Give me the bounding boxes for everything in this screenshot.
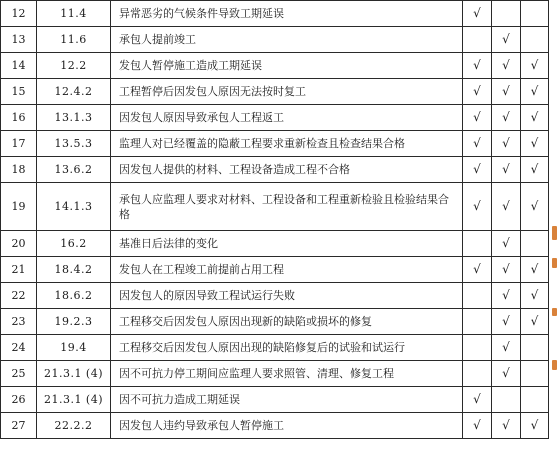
row-number: 21 (1, 257, 37, 283)
description: 因发包人原因导致承包人工程返工 (111, 105, 463, 131)
table-row (1, 1, 549, 27)
row-number: 19 (1, 183, 37, 231)
check-cell-2 (492, 157, 521, 183)
clause-number: 12.4.2 (37, 79, 111, 105)
check-cell-1 (463, 1, 492, 27)
check-mark-icon: √ (502, 58, 510, 72)
description: 异常恶劣的气候条件导致工期延误 (111, 1, 463, 27)
row-number: 25 (1, 361, 37, 387)
table-row (1, 387, 549, 413)
row-number: 17 (1, 131, 37, 157)
check-cell-2 (492, 361, 521, 387)
row-number: 22 (1, 283, 37, 309)
clause-number: 13.1.3 (37, 105, 111, 131)
check-cell-3 (521, 361, 549, 387)
check-cell-2 (492, 183, 521, 231)
check-cell-3 (521, 257, 549, 283)
table-row (1, 183, 549, 231)
description: 因发包人的原因导致工程试运行失败 (111, 283, 463, 309)
scan-mark (552, 226, 557, 240)
check-cell-1 (463, 27, 492, 53)
check-cell-1 (463, 257, 492, 283)
scan-mark (552, 258, 557, 268)
check-cell-3 (521, 335, 549, 361)
table-body (1, 1, 549, 439)
check-cell-1 (463, 335, 492, 361)
clause-number: 14.1.3 (37, 183, 111, 231)
scan-mark (552, 308, 557, 316)
row-number: 24 (1, 335, 37, 361)
check-mark-icon: √ (530, 84, 539, 98)
table-row (1, 27, 549, 53)
check-mark-icon: √ (530, 314, 539, 328)
description: 基准日后法律的变化 (111, 231, 463, 257)
check-mark-icon: √ (502, 110, 510, 124)
row-number: 16 (1, 105, 37, 131)
row-number: 26 (1, 387, 37, 413)
check-cell-2 (492, 131, 521, 157)
check-cell-2 (492, 105, 521, 131)
check-mark-icon: √ (473, 418, 481, 432)
check-cell-1 (463, 131, 492, 157)
table-row (1, 79, 549, 105)
check-mark-icon: √ (502, 162, 510, 176)
check-cell-2 (492, 257, 521, 283)
check-cell-2 (492, 1, 521, 27)
table-row (1, 131, 549, 157)
check-cell-3 (521, 1, 549, 27)
check-mark-icon: √ (530, 418, 539, 432)
check-cell-1 (463, 387, 492, 413)
check-mark-icon: √ (530, 136, 539, 150)
check-cell-3 (521, 27, 549, 53)
check-cell-3 (521, 231, 549, 257)
check-mark-icon: √ (530, 58, 539, 72)
check-cell-3 (521, 79, 549, 105)
clause-number: 11.4 (37, 1, 111, 27)
check-mark-icon: √ (502, 340, 510, 354)
check-cell-1 (463, 361, 492, 387)
clause-number: 16.2 (37, 231, 111, 257)
table-row (1, 361, 549, 387)
row-number: 27 (1, 413, 37, 439)
check-cell-1 (463, 53, 492, 79)
check-mark-icon: √ (473, 6, 481, 20)
check-cell-2 (492, 53, 521, 79)
check-cell-3 (521, 309, 549, 335)
description: 因不可抗力造成工期延误 (111, 387, 463, 413)
check-cell-1 (463, 413, 492, 439)
description: 因发包人提供的材料、工程设备造成工程不合格 (111, 157, 463, 183)
check-cell-1 (463, 105, 492, 131)
table-row (1, 105, 549, 131)
check-mark-icon: √ (502, 236, 510, 250)
table-row (1, 231, 549, 257)
check-cell-2 (492, 283, 521, 309)
clause-number: 12.2 (37, 53, 111, 79)
table-row (1, 413, 549, 439)
description: 监理人对已经覆盖的隐蔽工程要求重新检查且检查结果合格 (111, 131, 463, 157)
check-cell-2 (492, 387, 521, 413)
description: 承包人应监理人要求对材料、工程设备和工程重新检验且检验结果合格 (111, 183, 463, 231)
scan-mark (552, 360, 557, 370)
description: 发包人暂停施工造成工期延误 (111, 53, 463, 79)
clause-number: 18.4.2 (37, 257, 111, 283)
row-number: 23 (1, 309, 37, 335)
description: 因不可抗力停工期间应监理人要求照管、清理、修复工程 (111, 361, 463, 387)
check-cell-3 (521, 53, 549, 79)
check-cell-2 (492, 413, 521, 439)
check-mark-icon: √ (473, 110, 481, 124)
check-mark-icon: √ (473, 199, 481, 213)
check-cell-1 (463, 283, 492, 309)
check-cell-2 (492, 79, 521, 105)
row-number: 18 (1, 157, 37, 183)
check-cell-3 (521, 387, 549, 413)
clause-number: 11.6 (37, 27, 111, 53)
check-mark-icon: √ (473, 392, 481, 406)
check-cell-3 (521, 105, 549, 131)
check-cell-2 (492, 335, 521, 361)
table-row (1, 283, 549, 309)
clause-number: 22.2.2 (37, 413, 111, 439)
check-mark-icon: √ (502, 199, 510, 213)
clause-number: 13.5.3 (37, 131, 111, 157)
check-mark-icon: √ (502, 366, 510, 380)
check-cell-2 (492, 309, 521, 335)
check-mark-icon: √ (473, 136, 481, 150)
check-cell-1 (463, 157, 492, 183)
clause-number: 18.6.2 (37, 283, 111, 309)
check-mark-icon: √ (473, 84, 481, 98)
description: 承包人提前竣工 (111, 27, 463, 53)
check-mark-icon: √ (530, 288, 539, 302)
clause-number: 19.4 (37, 335, 111, 361)
check-mark-icon: √ (502, 32, 510, 46)
check-mark-icon: √ (502, 262, 510, 276)
check-cell-3 (521, 183, 549, 231)
check-cell-2 (492, 231, 521, 257)
description: 因发包人违约导致承包人暂停施工 (111, 413, 463, 439)
check-cell-3 (521, 413, 549, 439)
check-mark-icon: √ (502, 136, 510, 150)
table-row (1, 335, 549, 361)
check-cell-1 (463, 231, 492, 257)
check-mark-icon: √ (473, 162, 481, 176)
check-mark-icon: √ (502, 418, 510, 432)
clause-number: 19.2.3 (37, 309, 111, 335)
check-mark-icon: √ (473, 262, 481, 276)
check-cell-3 (521, 157, 549, 183)
row-number: 14 (1, 53, 37, 79)
check-mark-icon: √ (530, 199, 539, 213)
row-number: 13 (1, 27, 37, 53)
clause-number: 21.3.1 (4) (37, 361, 111, 387)
check-mark-icon: √ (502, 314, 510, 328)
check-cell-1 (463, 183, 492, 231)
check-cell-3 (521, 131, 549, 157)
description: 发包人在工程竣工前提前占用工程 (111, 257, 463, 283)
row-number: 20 (1, 231, 37, 257)
check-mark-icon: √ (530, 110, 539, 124)
check-mark-icon: √ (530, 162, 539, 176)
check-cell-1 (463, 309, 492, 335)
check-cell-2 (492, 27, 521, 53)
check-cell-1 (463, 79, 492, 105)
table-row (1, 257, 549, 283)
row-number: 15 (1, 79, 37, 105)
row-number: 12 (1, 1, 37, 27)
check-mark-icon: √ (530, 262, 539, 276)
table-row (1, 309, 549, 335)
description: 工程移交后因发包人原因出现新的缺陷或损坏的修复 (111, 309, 463, 335)
table-row (1, 53, 549, 79)
check-cell-3 (521, 283, 549, 309)
description: 工程移交后因发包人原因出现的缺陷修复后的试验和试运行 (111, 335, 463, 361)
clause-number: 21.3.1 (4) (37, 387, 111, 413)
check-mark-icon: √ (473, 58, 481, 72)
table-row (1, 157, 549, 183)
description: 工程暂停后因发包人原因无法按时复工 (111, 79, 463, 105)
check-mark-icon: √ (502, 84, 510, 98)
check-mark-icon: √ (502, 288, 510, 302)
clause-number: 13.6.2 (37, 157, 111, 183)
